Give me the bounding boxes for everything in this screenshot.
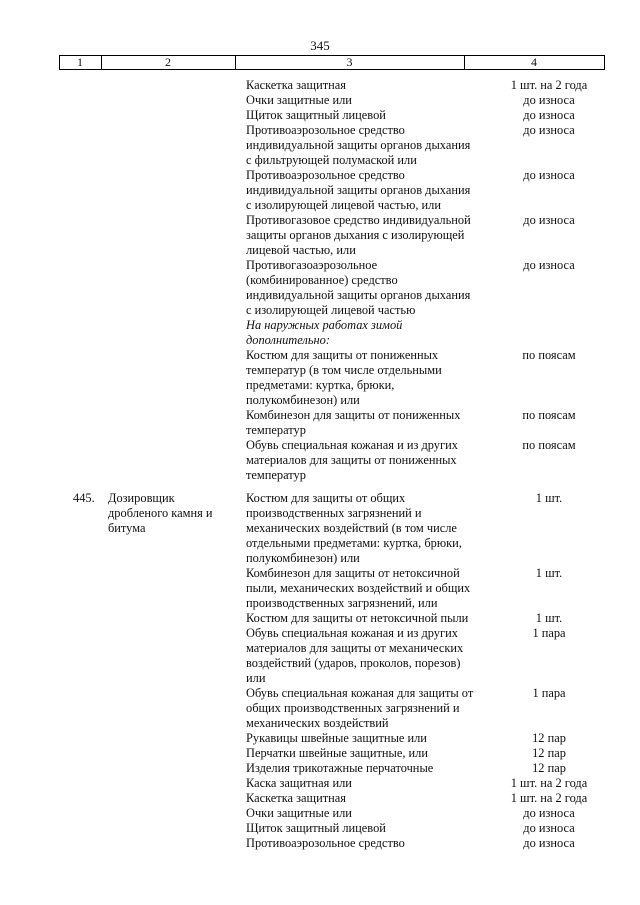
item-name: Каскетка защитная (246, 78, 346, 92)
item-name: Комбинезон для защиты от нетоксичной (246, 566, 460, 580)
item-name: Противогазовое средство индивидуальной (246, 213, 471, 227)
item-name: Очки защитные или (246, 806, 352, 820)
item-quantity: 1 шт. на 2 года (510, 791, 588, 805)
item-name: Костюм для защиты от общих (246, 491, 406, 505)
item-name: Щиток защитный лицевой (246, 821, 386, 835)
item-name: отдельными предметами: куртка, брюки, (246, 536, 462, 550)
item-name: производственных загрязнений и (246, 506, 422, 520)
item-name: полукомбинезон) или (246, 393, 360, 407)
item-name: Очки защитные или (246, 93, 352, 107)
item-name: Костюм для защиты от нетоксичной пыли (246, 611, 469, 625)
item-quantity: по поясам (522, 348, 576, 362)
section-note: На наружных работах зимой (246, 318, 403, 332)
item-name: защиты органов дыхания с изолирующей (246, 228, 465, 242)
header-col-3: 3 (346, 55, 353, 69)
item-quantity: 1 шт. на 2 года (510, 776, 588, 790)
item-name: производственных загрязнений, или (246, 596, 438, 610)
item-quantity: до износа (523, 806, 575, 820)
header-bottom-rule (59, 69, 605, 70)
item-quantity: до износа (523, 836, 575, 850)
item-name: лицевой частью, или (246, 243, 356, 257)
item-name: температур (в том числе отдельными (246, 363, 442, 377)
item-quantity: 12 пар (532, 731, 566, 745)
item-name: с изолирующей лицевой частью (246, 303, 416, 317)
item-quantity: по поясам (522, 438, 576, 452)
item-name: Изделия трикотажные перчаточные (246, 761, 434, 775)
item-quantity: 1 пара (532, 686, 566, 700)
item-quantity: по поясам (522, 408, 576, 422)
item-name: Обувь специальная кожаная для защиты от (246, 686, 474, 700)
item-quantity: 12 пар (532, 746, 566, 760)
item-name: Комбинезон для защиты от пониженных (246, 408, 461, 422)
item-name: Противоаэрозольное средство (246, 836, 405, 850)
item-name: Обувь специальная кожаная и из других (246, 626, 458, 640)
profession-name: битума (108, 521, 146, 535)
item-name: общих производственных загрязнений и (246, 701, 460, 715)
item-name: с изолирующей лицевой частью, или (246, 198, 441, 212)
item-name: материалов для защиты от механических (246, 641, 464, 655)
item-name: индивидуальной защиты органов дыхания (246, 138, 471, 152)
item-name: Рукавицы швейные защитные или (246, 731, 427, 745)
item-quantity: 1 шт. (535, 566, 563, 580)
item-name: Щиток защитный лицевой (246, 108, 386, 122)
profession-name: Дозировщик (108, 491, 175, 505)
header-divider (604, 55, 605, 70)
item-quantity: до износа (523, 213, 575, 227)
item-quantity: 12 пар (532, 761, 566, 775)
item-name: воздействий (ударов, проколов, порезов) (246, 656, 461, 670)
item-name: с фильтрующей полумаской или (246, 153, 417, 167)
item-quantity: 1 шт. (535, 491, 563, 505)
item-name: предметами: куртка, брюки, (246, 378, 395, 392)
item-name: Перчатки швейные защитные, или (246, 746, 428, 760)
item-quantity: 1 пара (532, 626, 566, 640)
item-name: индивидуальной защиты органов дыхания (246, 288, 471, 302)
item-name: температур (246, 468, 306, 482)
item-name: механических воздействий (246, 716, 389, 730)
item-quantity: до износа (523, 93, 575, 107)
item-name: Противоаэрозольное средство (246, 123, 405, 137)
item-name: Каска защитная или (246, 776, 352, 790)
row-number: 445. (73, 491, 95, 505)
item-name: материалов для защиты от пониженных (246, 453, 457, 467)
item-name: механических воздействий (в том числе (246, 521, 457, 535)
section-note: дополнительно: (246, 333, 330, 347)
item-name: температур (246, 423, 306, 437)
item-name: Противогазоаэрозольное (246, 258, 378, 272)
item-name: (комбинированное) средство (246, 273, 398, 287)
page-number: 345 (310, 38, 330, 53)
table-header (59, 55, 605, 69)
item-quantity: 1 шт. (535, 611, 563, 625)
item-name: Противоаэрозольное средство (246, 168, 405, 182)
item-quantity: 1 шт. на 2 года (510, 78, 588, 92)
item-name: Костюм для защиты от пониженных (246, 348, 439, 362)
item-name: индивидуальной защиты органов дыхания (246, 183, 471, 197)
item-quantity: до износа (523, 258, 575, 272)
item-quantity: до износа (523, 123, 575, 137)
item-name: или (246, 671, 266, 685)
header-col-2: 2 (165, 55, 171, 69)
item-name: полукомбинезон) или (246, 551, 360, 565)
item-name: Каскетка защитная (246, 791, 346, 805)
header-col-1: 1 (77, 55, 83, 69)
item-name: пыли, механических воздействий и общих (246, 581, 471, 595)
profession-name: дробленого камня и (108, 506, 213, 520)
item-name: Обувь специальная кожаная и из других (246, 438, 458, 452)
item-quantity: до износа (523, 168, 575, 182)
header-col-4: 4 (531, 55, 537, 69)
item-quantity: до износа (523, 821, 575, 835)
item-quantity: до износа (523, 108, 575, 122)
